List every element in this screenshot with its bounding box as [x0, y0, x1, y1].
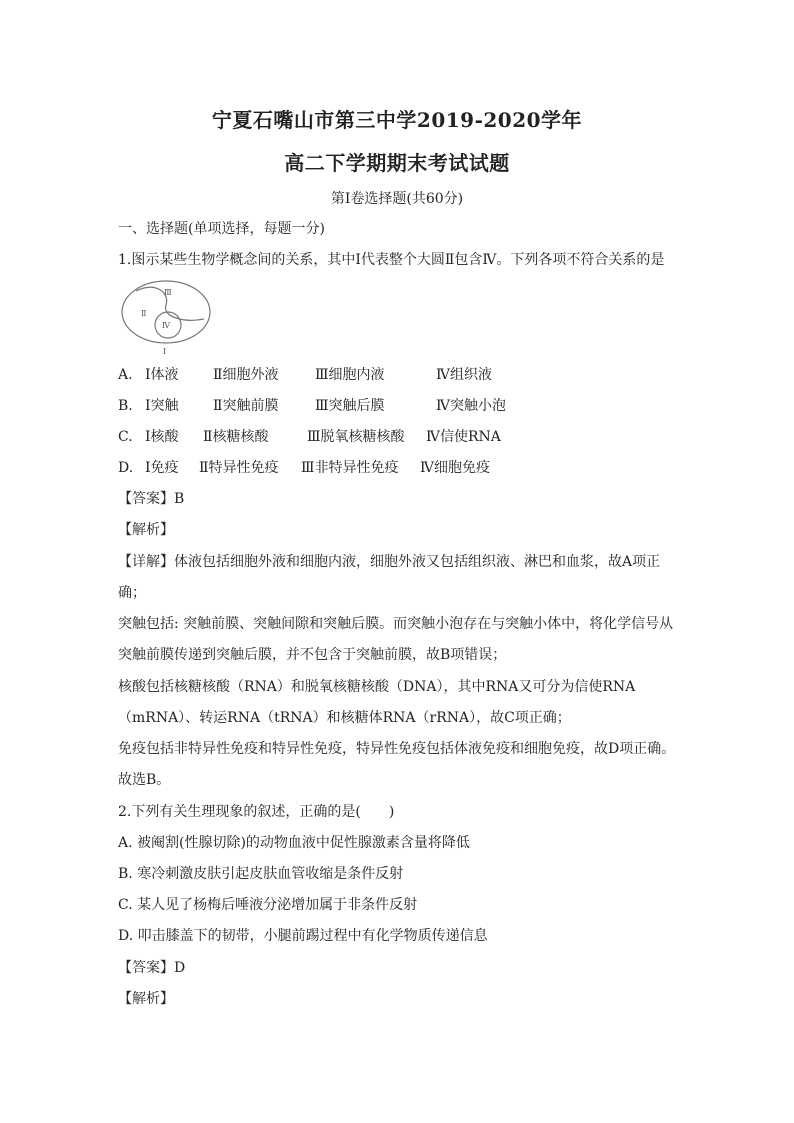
q1-analysis-heading: 【解析】 [118, 522, 174, 538]
q1-answer: 【答案】B [118, 491, 185, 507]
q2-option-b: B. 寒冷刺激皮肤引起皮肤血管收缩是条件反射 [118, 866, 404, 882]
analysis-line: 【详解】体液包括细胞外液和细胞内液，细胞外液又包括组织液、淋巴和血浆，故A项正 [118, 554, 661, 570]
label-I: Ⅰ [163, 347, 167, 356]
q1-option-a: A. Ⅰ体液 Ⅱ细胞外液 Ⅲ细胞内液 Ⅳ组织液 [118, 367, 492, 383]
analysis-line: 核酸包括核糖核酸（RNA）和脱氧核糖核酸（DNA），其中RNA又可分为信使RNA [118, 679, 636, 695]
part-heading: 一、选择题(单项选择，每题一分) [118, 221, 325, 237]
title-line-1: 宁夏石嘴山市第三中学2019-2020学年 [211, 108, 583, 132]
q2-option-c: C. 某人见了杨梅后唾液分泌增加属于非条件反射 [118, 897, 418, 913]
analysis-line: 突触包括: 突触前膜、突触间隙和突触后膜。而突触小泡存在与突触小体中，将化学信号从 [118, 616, 674, 632]
analysis-line: 突触前膜传递到突触后膜，并不包含于突触前膜，故B项错误； [118, 647, 507, 663]
title-line-2: 高二下学期期末考试试题 [284, 151, 510, 175]
label-II: Ⅱ [141, 309, 147, 318]
q2-option-a: A. 被阉割(性腺切除)的动物血液中促性腺激素含量将降低 [118, 835, 470, 851]
analysis-line: 免疫包括非特异性免疫和特异性免疫，特异性免疫包括体液免疫和细胞免疫，故D项正确。 [118, 741, 676, 757]
section-heading: 第I卷选择题(共60分) [330, 191, 464, 207]
q2-stem: 2.下列有关生理现象的叙述，正确的是( ) [118, 804, 395, 820]
q1-option-c: C. Ⅰ核酸 Ⅱ核糖核酸 Ⅲ脱氧核糖核酸 Ⅳ信使RNA [118, 429, 501, 445]
q1-option-b: B. Ⅰ突触 Ⅱ突触前膜 Ⅲ突触后膜 Ⅳ突触小泡 [118, 398, 506, 414]
concept-diagram [118, 275, 218, 357]
q2-analysis-heading: 【解析】 [118, 991, 174, 1007]
q1-option-d: D. Ⅰ免疫 Ⅱ特异性免疫 Ⅲ非特异性免疫 Ⅳ细胞免疫 [118, 460, 490, 476]
q2-option-d: D. 叩击膝盖下的韧带，小腿前踢过程中有化学物质传递信息 [118, 928, 488, 944]
analysis-line: （mRNA）、转运RNA（tRNA）和核糖体RNA（rRNA），故C项正确； [118, 710, 571, 726]
q2-answer: 【答案】D [118, 960, 186, 976]
label-III: Ⅲ [164, 288, 172, 297]
analysis-line: 故选B。 [118, 772, 171, 788]
analysis-line: 确； [118, 585, 146, 601]
q1-stem: 1.图示某些生物学概念间的关系，其中Ⅰ代表整个大圆Ⅱ包含Ⅳ。下列各项不符合关系的是 [118, 252, 665, 268]
label-IV: Ⅳ [162, 321, 170, 330]
